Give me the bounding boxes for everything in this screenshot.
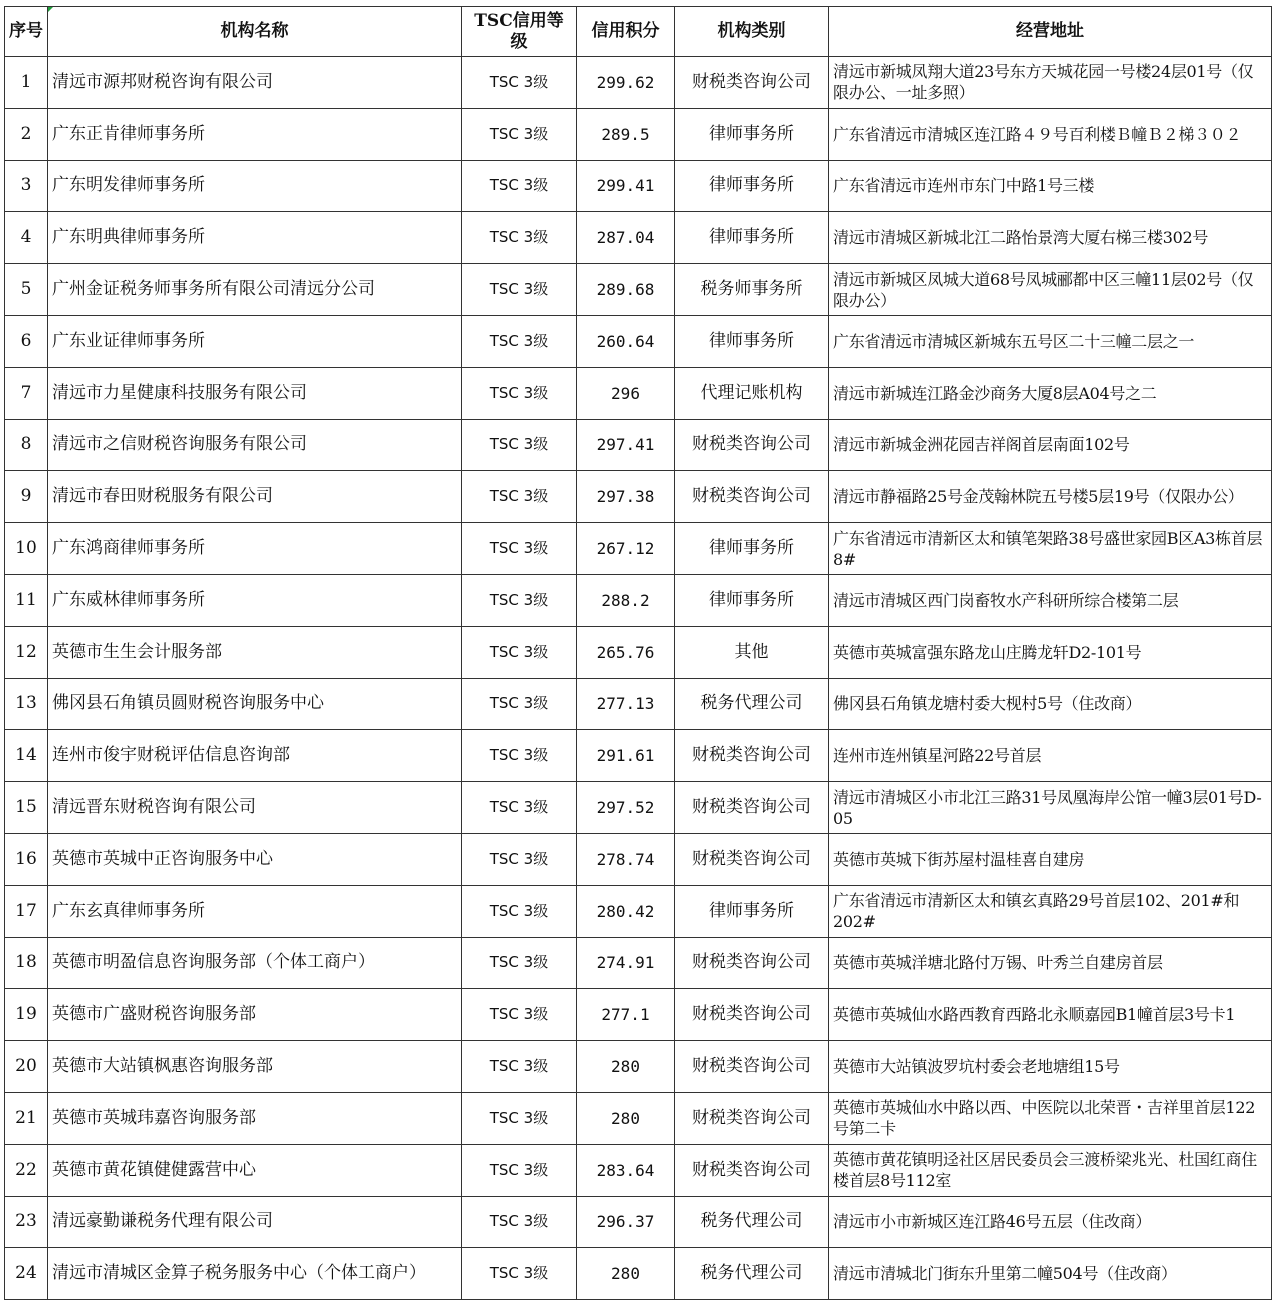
row-index-cell: 20 (5, 1041, 48, 1093)
business-address-cell: 连州市连州镇星河路22号首层 (829, 730, 1272, 782)
credit-score-cell: 297.41 (577, 419, 675, 471)
credit-score-cell: 299.62 (577, 57, 675, 109)
institution-name-cell: 广东明典律师事务所 (48, 212, 462, 264)
credit-score-cell: 291.61 (577, 730, 675, 782)
table-row (5, 1092, 1272, 1144)
credit-grade-cell: TSC 3级 (462, 57, 577, 109)
table-row (5, 108, 1272, 160)
credit-score-cell: 280 (577, 1041, 675, 1093)
row-index-cell: 24 (5, 1248, 48, 1300)
institution-name-cell: 清远市源邦财税咨询有限公司 (48, 57, 462, 109)
institution-name-cell: 清远市清城区金算子税务服务中心（个体工商户） (48, 1248, 462, 1300)
institution-type-cell: 律师事务所 (675, 574, 829, 626)
credit-grade-cell: TSC 3级 (462, 989, 577, 1041)
institution-type-cell: 代理记账机构 (675, 367, 829, 419)
institution-type-cell: 财税类咨询公司 (675, 471, 829, 523)
institution-type-cell: 税务代理公司 (675, 678, 829, 730)
business-address-cell: 英德市英城仙水中路以西、中医院以北荣晋・吉祥里首层122号第二卡 (829, 1092, 1272, 1144)
credit-grade-cell: TSC 3级 (462, 1248, 577, 1300)
credit-grade-cell: TSC 3级 (462, 1041, 577, 1093)
business-address-cell: 清远市新城凤翔大道23号东方天城花园一号楼24层01号（仅限办公、一址多照） (829, 57, 1272, 109)
institution-type-cell: 律师事务所 (675, 108, 829, 160)
institution-type-cell: 律师事务所 (675, 315, 829, 367)
header-credit-grade: TSC信用等级 (462, 7, 577, 57)
row-index-cell: 12 (5, 626, 48, 678)
header-row (5, 7, 1272, 57)
row-index-cell: 6 (5, 315, 48, 367)
credit-grade-cell: TSC 3级 (462, 419, 577, 471)
business-address-cell: 广东省清远市连州市东门中路1号三楼 (829, 160, 1272, 212)
business-address-cell: 英德市英城富强东路龙山庄腾龙轩D2-101号 (829, 626, 1272, 678)
institution-type-cell: 财税类咨询公司 (675, 730, 829, 782)
credit-score-cell: 297.52 (577, 782, 675, 834)
credit-score-cell: 289.68 (577, 264, 675, 316)
row-index-cell: 23 (5, 1196, 48, 1248)
table-row (5, 1041, 1272, 1093)
credit-grade-cell: TSC 3级 (462, 678, 577, 730)
institution-type-cell: 律师事务所 (675, 523, 829, 575)
institution-type-cell: 财税类咨询公司 (675, 57, 829, 109)
credit-score-cell: 267.12 (577, 523, 675, 575)
business-address-cell: 清远市新城金洲花园吉祥阁首层南面102号 (829, 419, 1272, 471)
credit-score-cell: 299.41 (577, 160, 675, 212)
business-address-cell: 清远市小市新城区连江路46号五层（住改商） (829, 1196, 1272, 1248)
credit-score-cell: 289.5 (577, 108, 675, 160)
credit-score-cell: 277.13 (577, 678, 675, 730)
institution-type-cell: 其他 (675, 626, 829, 678)
institution-name-cell: 英德市生生会计服务部 (48, 626, 462, 678)
credit-score-cell: 265.76 (577, 626, 675, 678)
business-address-cell: 清远市清城北门街东升里第二幢504号（住改商） (829, 1248, 1272, 1300)
table-body (5, 57, 1272, 1300)
institution-type-cell: 财税类咨询公司 (675, 833, 829, 885)
table-row (5, 937, 1272, 989)
credit-grade-cell: TSC 3级 (462, 367, 577, 419)
header-institution-name: 机构名称 (48, 7, 462, 57)
row-index-cell: 2 (5, 108, 48, 160)
institution-name-cell: 广东明发律师事务所 (48, 160, 462, 212)
business-address-cell: 清远市新城连江路金沙商务大厦8层A04号之二 (829, 367, 1272, 419)
table-row (5, 626, 1272, 678)
table-row (5, 57, 1272, 109)
institution-name-cell: 佛冈县石角镇员圆财税咨询服务中心 (48, 678, 462, 730)
table-row (5, 1144, 1272, 1196)
credit-score-cell: 288.2 (577, 574, 675, 626)
institution-name-cell: 连州市俊宇财税评估信息咨询部 (48, 730, 462, 782)
credit-score-cell: 280 (577, 1092, 675, 1144)
credit-grade-cell: TSC 3级 (462, 626, 577, 678)
table-row (5, 833, 1272, 885)
table-row (5, 471, 1272, 523)
business-address-cell: 英德市大站镇波罗坑村委会老地塘组15号 (829, 1041, 1272, 1093)
row-index-cell: 11 (5, 574, 48, 626)
credit-grade-cell: TSC 3级 (462, 108, 577, 160)
institution-type-cell: 财税类咨询公司 (675, 1092, 829, 1144)
table-row (5, 885, 1272, 937)
institution-name-cell: 英德市英城玮嘉咨询服务部 (48, 1092, 462, 1144)
table-row (5, 315, 1272, 367)
credit-grade-cell: TSC 3级 (462, 160, 577, 212)
institution-type-cell: 税务师事务所 (675, 264, 829, 316)
credit-score-cell: 274.91 (577, 937, 675, 989)
credit-score-cell: 280.42 (577, 885, 675, 937)
business-address-cell: 英德市英城洋塘北路付万锡、叶秀兰自建房首层 (829, 937, 1272, 989)
institution-type-cell: 税务代理公司 (675, 1196, 829, 1248)
credit-grade-cell: TSC 3级 (462, 212, 577, 264)
institution-credit-table (4, 6, 1272, 1300)
row-index-cell: 22 (5, 1144, 48, 1196)
row-index-cell: 7 (5, 367, 48, 419)
row-index-cell: 18 (5, 937, 48, 989)
credit-score-cell: 278.74 (577, 833, 675, 885)
business-address-cell: 清远市清城区西门岗畜牧水产科研所综合楼第二层 (829, 574, 1272, 626)
institution-name-cell: 清远市力星健康科技服务有限公司 (48, 367, 462, 419)
credit-grade-cell: TSC 3级 (462, 885, 577, 937)
institution-type-cell: 财税类咨询公司 (675, 419, 829, 471)
institution-name-cell: 广东正肯律师事务所 (48, 108, 462, 160)
credit-score-cell: 283.64 (577, 1144, 675, 1196)
institution-type-cell: 税务代理公司 (675, 1248, 829, 1300)
table-row (5, 523, 1272, 575)
header-index: 序号 (5, 7, 48, 57)
credit-score-cell: 287.04 (577, 212, 675, 264)
institution-type-cell: 律师事务所 (675, 160, 829, 212)
credit-score-cell: 260.64 (577, 315, 675, 367)
business-address-cell: 广东省清远市清新区太和镇笔架路38号盛世家园B区A3栋首层8# (829, 523, 1272, 575)
row-index-cell: 14 (5, 730, 48, 782)
credit-grade-cell: TSC 3级 (462, 471, 577, 523)
business-address-cell: 清远市新城区凤城大道68号凤城郦都中区三幢11层02号（仅限办公） (829, 264, 1272, 316)
credit-score-cell: 296.37 (577, 1196, 675, 1248)
institution-name-cell: 广东业证律师事务所 (48, 315, 462, 367)
institution-name-cell: 清远豪勤谦税务代理有限公司 (48, 1196, 462, 1248)
credit-grade-cell: TSC 3级 (462, 574, 577, 626)
institution-name-cell: 清远市春田财税服务有限公司 (48, 471, 462, 523)
institution-name-cell: 英德市明盈信息咨询服务部（个体工商户） (48, 937, 462, 989)
credit-score-cell: 296 (577, 367, 675, 419)
table-row (5, 1196, 1272, 1248)
row-index-cell: 16 (5, 833, 48, 885)
institution-type-cell: 律师事务所 (675, 885, 829, 937)
table-row (5, 730, 1272, 782)
table-row (5, 989, 1272, 1041)
institution-name-cell: 英德市大站镇枫惠咨询服务部 (48, 1041, 462, 1093)
credit-grade-cell: TSC 3级 (462, 1196, 577, 1248)
business-address-cell: 广东省清远市清新区太和镇玄真路29号首层102、201#和202# (829, 885, 1272, 937)
table-row (5, 678, 1272, 730)
institution-type-cell: 财税类咨询公司 (675, 1041, 829, 1093)
row-index-cell: 13 (5, 678, 48, 730)
row-index-cell: 9 (5, 471, 48, 523)
table-row (5, 1248, 1272, 1300)
institution-name-cell: 清远晋东财税咨询有限公司 (48, 782, 462, 834)
row-index-cell: 8 (5, 419, 48, 471)
institution-type-cell: 财税类咨询公司 (675, 937, 829, 989)
institution-name-cell: 英德市广盛财税咨询服务部 (48, 989, 462, 1041)
credit-grade-cell: TSC 3级 (462, 523, 577, 575)
institution-type-cell: 律师事务所 (675, 212, 829, 264)
credit-grade-cell: TSC 3级 (462, 264, 577, 316)
credit-grade-cell: TSC 3级 (462, 937, 577, 989)
business-address-cell: 英德市英城仙水路西教育西路北永顺嘉园B1幢首层3号卡1 (829, 989, 1272, 1041)
row-index-cell: 4 (5, 212, 48, 264)
credit-score-cell: 277.1 (577, 989, 675, 1041)
institution-type-cell: 财税类咨询公司 (675, 782, 829, 834)
table-row (5, 574, 1272, 626)
row-index-cell: 5 (5, 264, 48, 316)
business-address-cell: 英德市黄花镇明迳社区居民委员会三渡桥梁兆光、杜国红商住楼首层8号112室 (829, 1144, 1272, 1196)
credit-grade-cell: TSC 3级 (462, 730, 577, 782)
table-row (5, 160, 1272, 212)
institution-type-cell: 财税类咨询公司 (675, 1144, 829, 1196)
institution-name-cell: 广东玄真律师事务所 (48, 885, 462, 937)
credit-grade-cell: TSC 3级 (462, 782, 577, 834)
institution-name-cell: 广东威林律师事务所 (48, 574, 462, 626)
row-index-cell: 1 (5, 57, 48, 109)
row-index-cell: 21 (5, 1092, 48, 1144)
credit-grade-cell: TSC 3级 (462, 1144, 577, 1196)
institution-name-cell: 清远市之信财税咨询服务有限公司 (48, 419, 462, 471)
table-row (5, 782, 1272, 834)
business-address-cell: 清远市清城区新城北江二路怡景湾大厦右梯三楼302号 (829, 212, 1272, 264)
credit-grade-cell: TSC 3级 (462, 1092, 577, 1144)
business-address-cell: 英德市英城下街苏屋村温桂喜自建房 (829, 833, 1272, 885)
credit-score-cell: 297.38 (577, 471, 675, 523)
business-address-cell: 清远市清城区小市北江三路31号凤凰海岸公馆一幢3层01号D-05 (829, 782, 1272, 834)
table-row (5, 367, 1272, 419)
business-address-cell: 广东省清远市清城区新城东五号区二十三幢二层之一 (829, 315, 1272, 367)
business-address-cell: 佛冈县石角镇龙塘村委大枧村5号（住改商） (829, 678, 1272, 730)
header-business-address: 经营地址 (829, 7, 1272, 57)
institution-name-cell: 广州金证税务师事务所有限公司清远分公司 (48, 264, 462, 316)
credit-score-cell: 280 (577, 1248, 675, 1300)
row-index-cell: 15 (5, 782, 48, 834)
row-index-cell: 3 (5, 160, 48, 212)
credit-grade-cell: TSC 3级 (462, 833, 577, 885)
business-address-cell: 广东省清远市清城区连江路４９号百利楼Ｂ幢Ｂ２梯３０２ (829, 108, 1272, 160)
header-credit-score: 信用积分 (577, 7, 675, 57)
institution-name-cell: 英德市黄花镇健健露营中心 (48, 1144, 462, 1196)
table-row (5, 212, 1272, 264)
table-row (5, 419, 1272, 471)
institution-name-cell: 广东鸿商律师事务所 (48, 523, 462, 575)
row-index-cell: 10 (5, 523, 48, 575)
header-institution-type: 机构类别 (675, 7, 829, 57)
institution-name-cell: 英德市英城中正咨询服务中心 (48, 833, 462, 885)
table-row (5, 264, 1272, 316)
row-index-cell: 19 (5, 989, 48, 1041)
credit-grade-cell: TSC 3级 (462, 315, 577, 367)
business-address-cell: 清远市静福路25号金茂翰林院五号楼5层19号（仅限办公） (829, 471, 1272, 523)
row-index-cell: 17 (5, 885, 48, 937)
institution-type-cell: 财税类咨询公司 (675, 989, 829, 1041)
